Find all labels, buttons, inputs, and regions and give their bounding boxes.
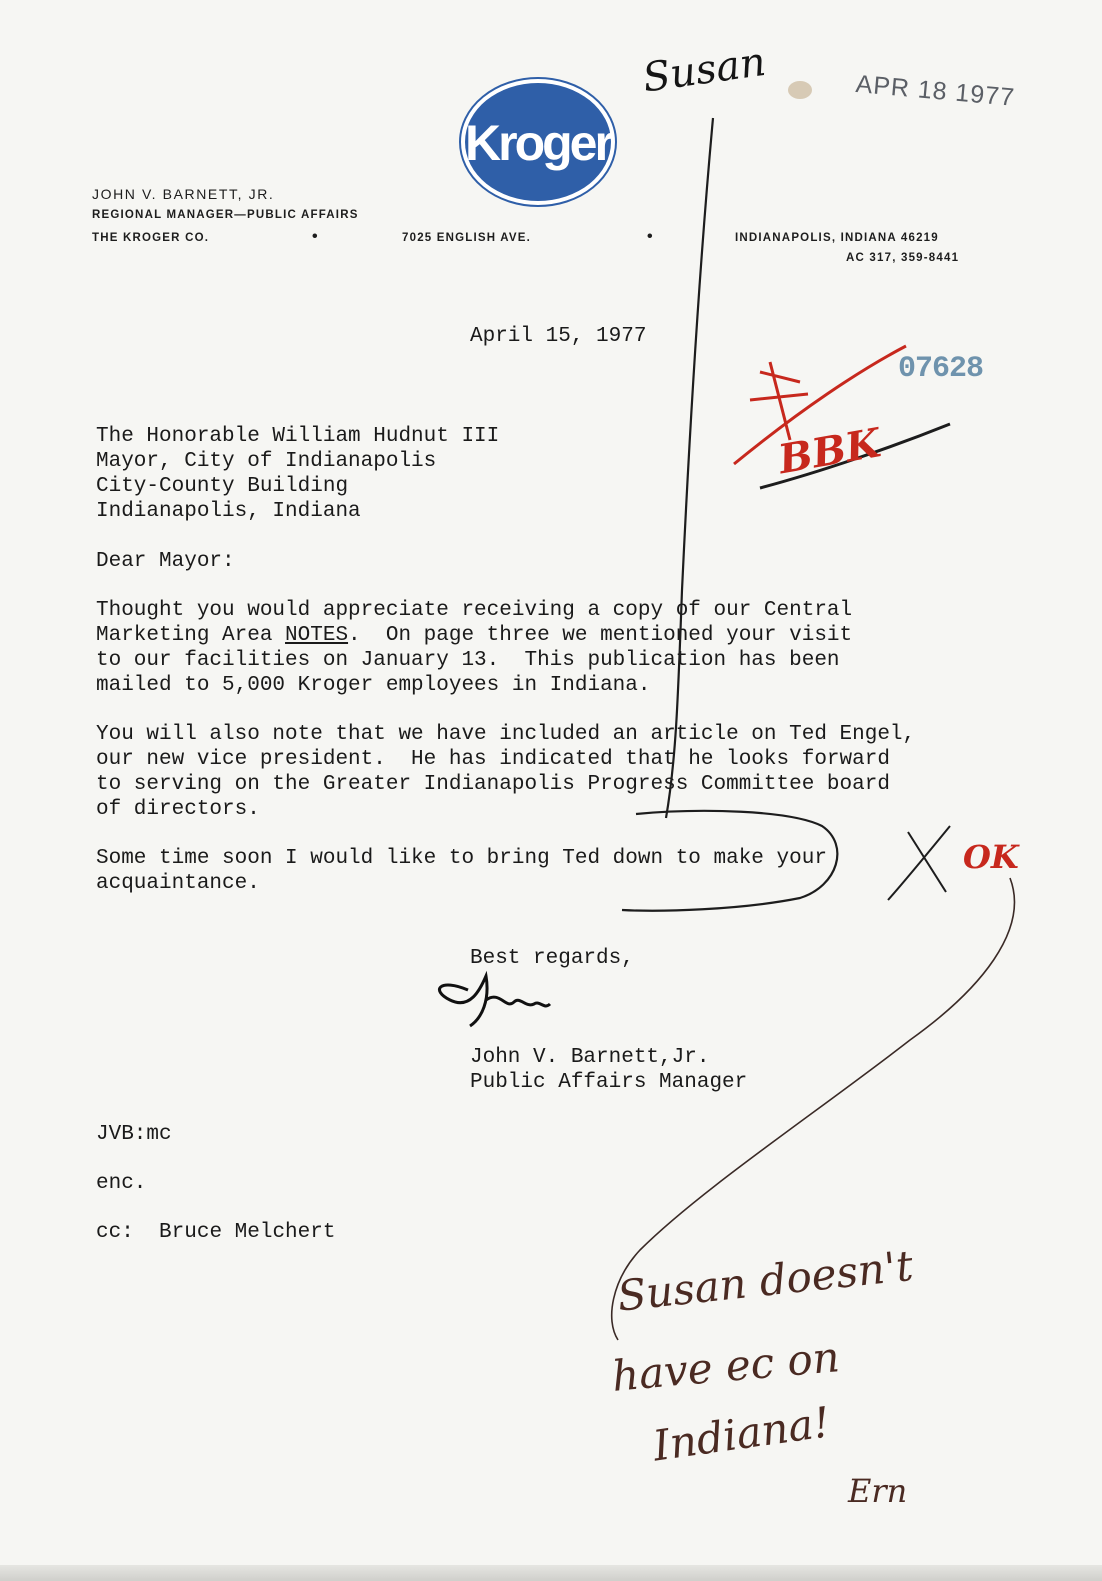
typist-initials: JVB:mc bbox=[96, 1123, 172, 1146]
letterhead-name: JOHN V. BARNETT, JR. bbox=[92, 186, 275, 202]
letterhead-phone: AC 317, 359-8441 bbox=[846, 252, 960, 264]
paragraph-line: mailed to 5,000 Kroger employees in Indiana. bbox=[96, 674, 651, 697]
signer-title: Public Affairs Manager bbox=[470, 1071, 748, 1094]
paragraph-line: of directors. bbox=[96, 798, 260, 821]
recipient-line: City-County Building bbox=[96, 475, 349, 498]
paragraph-2 bbox=[96, 722, 915, 822]
paragraph-line: You will also note that we have included an article on Ted Engel, bbox=[96, 723, 916, 746]
letterhead-title: REGIONAL MANAGER—PUBLIC AFFAIRS bbox=[92, 209, 359, 221]
letter-date: April 15, 1977 bbox=[470, 325, 647, 348]
page-edge-shadow bbox=[0, 1565, 1102, 1581]
signature-mark bbox=[440, 976, 550, 1026]
paragraph-line: acquaintance. bbox=[96, 872, 260, 895]
cc-name: Bruce Melchert bbox=[159, 1221, 336, 1244]
ink-smudge bbox=[788, 81, 812, 99]
signer-name: John V. Barnett,Jr. bbox=[470, 1046, 710, 1069]
handwritten-ok: OK bbox=[963, 838, 1019, 876]
recipient-line: The Honorable William Hudnut III bbox=[96, 425, 500, 448]
enclosure-note: enc. bbox=[96, 1172, 147, 1195]
letterhead-street: 7025 ENGLISH AVE. bbox=[402, 232, 532, 244]
cc-label: cc: bbox=[96, 1221, 134, 1244]
paragraph-3 bbox=[96, 846, 827, 896]
handwritten-note-line: Indiana! bbox=[650, 1397, 834, 1471]
ink-x-mark bbox=[888, 826, 950, 900]
file-number-stamp: 07628 bbox=[898, 352, 984, 386]
closing: Best regards, bbox=[470, 947, 634, 970]
handwritten-red-initials: BBK bbox=[775, 419, 884, 484]
paragraph-line: our new vice president. He has indicated that he looks forward bbox=[96, 748, 890, 771]
letterhead-separator: • bbox=[312, 228, 319, 245]
handwritten-name-top: Susan bbox=[640, 38, 769, 102]
paragraph-line: to serving on the Greater Indianapolis Progress Committee board bbox=[96, 773, 890, 796]
recipient-line: Mayor, City of Indianapolis bbox=[96, 450, 437, 473]
letterhead-company: THE KROGER CO. bbox=[92, 232, 210, 244]
handwritten-note-line: have ec on bbox=[610, 1332, 842, 1401]
paragraph-1 bbox=[96, 598, 852, 698]
cc-line bbox=[96, 1220, 335, 1245]
kroger-logo bbox=[458, 76, 618, 208]
letterhead-separator: • bbox=[647, 228, 654, 245]
paragraph-line: Some time soon I would like to bring Ted down to make your bbox=[96, 847, 827, 870]
logo-text: Kroger bbox=[465, 115, 611, 171]
received-date-stamp: APR 18 1977 bbox=[854, 70, 1017, 112]
handwritten-initial: Ern bbox=[848, 1472, 908, 1510]
recipient-address bbox=[96, 424, 499, 524]
text-fragment: . On page three we mentioned your visit bbox=[348, 624, 853, 647]
salutation: Dear Mayor: bbox=[96, 550, 235, 573]
underlined-notes: NOTES bbox=[285, 624, 349, 647]
paragraph-line: Thought you would appreciate receiving a copy of our Central bbox=[96, 599, 853, 622]
text-fragment: Marketing Area bbox=[96, 624, 286, 647]
handwritten-note-line: Susan doesn't bbox=[615, 1240, 916, 1321]
ink-vertical-line bbox=[666, 118, 713, 818]
paragraph-line bbox=[96, 623, 852, 648]
recipient-line: Indianapolis, Indiana bbox=[96, 500, 361, 523]
letterhead-city: INDIANAPOLIS, INDIANA 46219 bbox=[735, 232, 939, 244]
paragraph-line: to our facilities on January 13. This publication has been bbox=[96, 649, 840, 672]
